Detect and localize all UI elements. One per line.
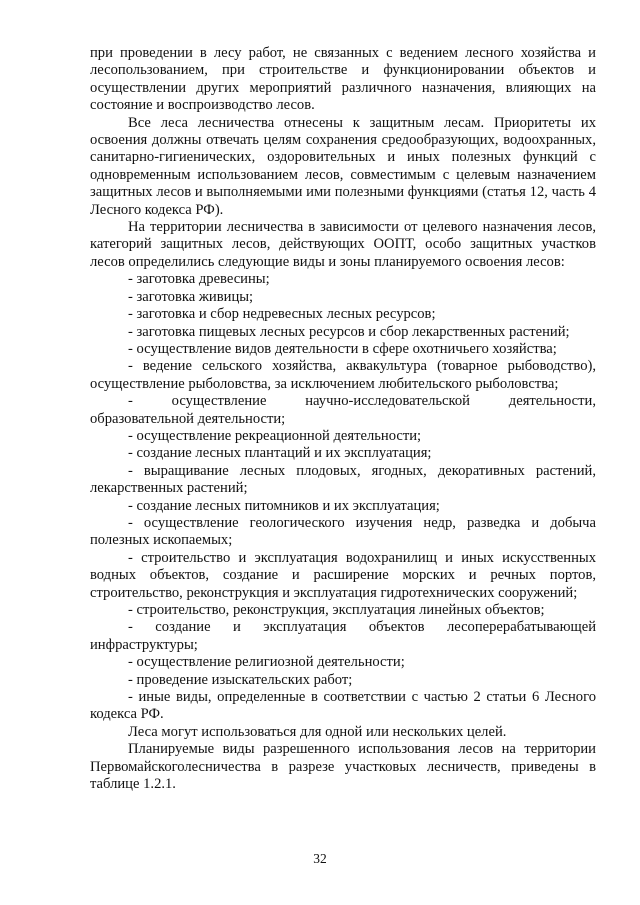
list-item: - строительство, реконструкция, эксплуатация линейных объектов; [128, 602, 545, 618]
list-item: - создание и эксплуатация объектов лесоперерабатывающей инфраструктуры; [90, 619, 596, 653]
list-item: - создание лесных питомников и их эксплуатация; [128, 497, 440, 514]
list-item: - осуществление религиозной деятельности; [128, 654, 405, 671]
list-item: - осуществление рекреационной деятельности; [128, 427, 422, 444]
list-item: - осуществление научно-исследовательской деятельности, образовательной деятельности; [90, 393, 596, 427]
paragraph-usage-goals: Леса могут использоваться для одной или нескольких целей. [128, 723, 507, 740]
page-number: 32 [313, 851, 327, 866]
paragraph-table-reference: Планируемые виды разрешенного использования лесов на территории Первомайскоголесничества в разрезе участковых лесничеств, приведены в таблице 1.2.1. [90, 741, 596, 793]
list-item: - строительство и эксплуатация водохранилищ и иных искусственных водных объектов, создание и расширение морских и речных портов, строительство, реконструкция и эксплуатация гидротехнических сооружений; [90, 549, 596, 601]
list-item: - ведение сельского хозяйства, аквакультура (товарное рыбоводство), осуществление рыболовства, за исключением любительского рыболовства; [90, 358, 596, 392]
list-item: - осуществление геологического изучения недр, разведка и добыча полезных ископаемых; [90, 514, 596, 549]
list-item: - выращивание лесных плодовых, ягодных, декоративных растений, лекарственных растений; [90, 462, 596, 497]
list-item: - заготовка древесины; [128, 271, 270, 288]
list-item: - создание лесных плантаций и их эксплуатация; [128, 445, 432, 462]
paragraph-3: На территории лесничества в зависимости от целевого назначения лесов, категорий защитных лесов, действующих ООПТ, особо защитных участков лесов определились следующие виды и зоны планируемого освоения лесов: [90, 219, 596, 270]
document-page [90, 45, 596, 793]
list-item: - заготовка и сбор недревесных лесных ресурсов; [128, 306, 436, 323]
list-item: - заготовка живицы; [128, 288, 254, 305]
list-item: - осуществление видов деятельности в сфере охотничьего хозяйства; [128, 340, 557, 357]
list-item: - иные виды, определенные в соответствии с частью 2 статьи 6 Лесного кодекса РФ. [90, 689, 596, 723]
paragraph-1: при проведении в лесу работ, не связанных с ведением лесного хозяйства и лесопользованием, при строительстве и функционировании объектов и осуществлении других мероприятий различного назначения, влияющих на состояние и воспроизводство лесов. [90, 45, 596, 114]
list-item: - проведение изыскательских работ; [128, 671, 353, 688]
list-item: - заготовка пищевых лесных ресурсов и сбор лекарственных растений; [128, 323, 570, 340]
paragraph-2: Все леса лесничества отнесены к защитным лесам. Приоритеты их освоения должны отвечать целям сохранения средообразующих, водоохранных, санитарно-гигиенических, оздоровительных и иных полезных функций с одновременным использованием лесов, совместимым с целевым назначением защитных лесов и выполняемыми ими полезными функциями (статья 12, часть 4 Лесного кодекса РФ). [90, 114, 596, 218]
